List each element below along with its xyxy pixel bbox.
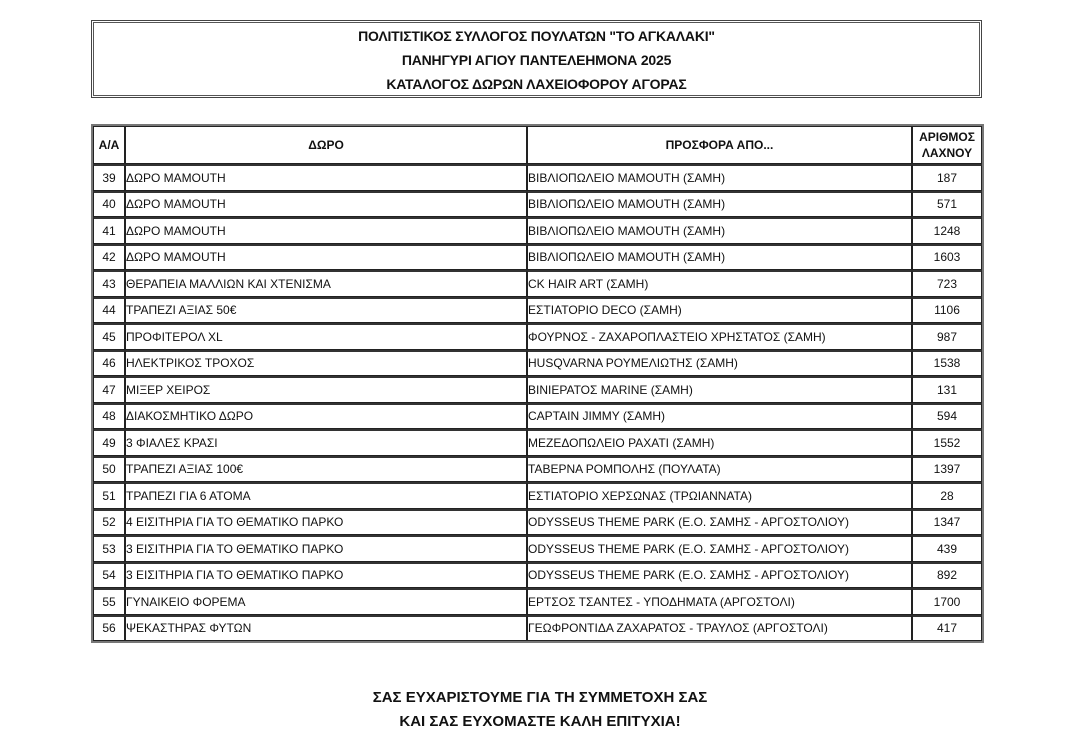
cell-gift: ΤΡΑΠΕΖΙ ΓΙΑ 6 ΑΤΟΜΑ xyxy=(125,482,527,509)
cell-gift: ΜΙΞΕΡ ΧΕΙΡΟΣ xyxy=(125,376,527,403)
cell-sponsor: ΒΙΒΛΙΟΠΩΛΕΙΟ ΜΑΜΟUTH (ΣΑΜΗ) xyxy=(527,191,912,218)
cell-sponsor: ΕΡΤΣΟΣ ΤΣΑΝΤΕΣ - ΥΠΟΔΗΜΑΤΑ (ΑΡΓΟΣΤΟΛΙ) xyxy=(527,588,912,615)
column-header-lot-line2: ΛΑΧΝΟΥ xyxy=(921,146,973,160)
cell-aa: 49 xyxy=(93,429,125,456)
column-header-sponsor: ΠΡΟΣΦΟΡΑ ΑΠΟ... xyxy=(527,126,912,164)
cell-aa: 45 xyxy=(93,323,125,350)
cell-aa: 42 xyxy=(93,244,125,271)
cell-sponsor: ODYSSEUS THEME PARK (Ε.Ο. ΣΑΜΗΣ - ΑΡΓΟΣΤΟΛΙΟΥ) xyxy=(527,535,912,562)
column-header-gift: ΔΩΡΟ xyxy=(125,126,527,164)
cell-lot-number: 892 xyxy=(912,562,982,589)
column-header-aa: Α/Α xyxy=(93,126,125,164)
table-row xyxy=(93,562,982,589)
cell-sponsor: ΒΙΝΙΕΡΑΤΟΣ MARINE (ΣΑΜΗ) xyxy=(527,376,912,403)
cell-gift: ΤΡΑΠΕΖΙ ΑΞΙΑΣ 100€ xyxy=(125,456,527,483)
cell-gift: ΨΕΚΑΣΤΗΡΑΣ ΦΥΤΩΝ xyxy=(125,615,527,642)
cell-lot-number: 1397 xyxy=(912,456,982,483)
table-row xyxy=(93,270,982,297)
table-row xyxy=(93,482,982,509)
cell-lot-number: 439 xyxy=(912,535,982,562)
footer-message xyxy=(0,686,1080,734)
cell-sponsor: CAPTAIN JIMMY (ΣΑΜΗ) xyxy=(527,403,912,430)
table-header-row xyxy=(93,126,982,164)
cell-aa: 41 xyxy=(93,217,125,244)
table-row xyxy=(93,164,982,191)
cell-lot-number: 571 xyxy=(912,191,982,218)
footer-wishes: ΚΑΙ ΣΑΣ ΕΥΧΟΜΑΣΤΕ ΚΑΛΗ ΕΠΙΤΥΧΙΑ! xyxy=(399,713,681,730)
association-name: ΠΟΛΙΤΙΣΤΙΚΟΣ ΣΥΛΛΟΓΟΣ ΠΟΥΛΑΤΩΝ "ΤΟ ΑΓΚΑΛΑΚΙ" xyxy=(358,28,715,44)
table-row xyxy=(93,191,982,218)
cell-aa: 47 xyxy=(93,376,125,403)
document-title-box xyxy=(91,20,982,98)
cell-sponsor: ODYSSEUS THEME PARK (Ε.Ο. ΣΑΜΗΣ - ΑΡΓΟΣΤΟΛΙΟΥ) xyxy=(527,562,912,589)
cell-aa: 50 xyxy=(93,456,125,483)
cell-lot-number: 1106 xyxy=(912,297,982,324)
table-row xyxy=(93,429,982,456)
cell-lot-number: 1700 xyxy=(912,588,982,615)
cell-gift: 4 ΕΙΣΙΤΗΡΙΑ ΓΙΑ ΤΟ ΘΕΜΑΤΙΚΟ ΠΑΡΚΟ xyxy=(125,509,527,536)
table-row xyxy=(93,456,982,483)
cell-aa: 46 xyxy=(93,350,125,377)
table-row xyxy=(93,350,982,377)
cell-aa: 43 xyxy=(93,270,125,297)
cell-gift: ΠΡΟΦΙΤΕΡΟΛ XL xyxy=(125,323,527,350)
cell-gift: ΗΛΕΚΤΡΙΚΟΣ ΤΡΟΧΟΣ xyxy=(125,350,527,377)
cell-sponsor: ΓΕΩΦΡΟΝΤΙΔΑ ΖΑΧΑΡΑΤΟΣ - ΤΡΑΥΛΟΣ (ΑΡΓΟΣΤΟΛΙ) xyxy=(527,615,912,642)
cell-sponsor: ΒΙΒΛΙΟΠΩΛΕΙΟ ΜΑΜΟUTH (ΣΑΜΗ) xyxy=(527,244,912,271)
cell-sponsor: ΕΣΤΙΑΤΟΡΙΟ ΧΕΡΣΩΝΑΣ (ΤΡΩΙΑΝΝΑΤΑ) xyxy=(527,482,912,509)
cell-sponsor: ΕΣΤΙΑΤΟΡΙΟ DECO (ΣΑΜΗ) xyxy=(527,297,912,324)
cell-aa: 53 xyxy=(93,535,125,562)
cell-lot-number: 1248 xyxy=(912,217,982,244)
cell-gift: 3 ΕΙΣΙΤΗΡΙΑ ΓΙΑ ΤΟ ΘΕΜΑΤΙΚΟ ΠΑΡΚΟ xyxy=(125,535,527,562)
cell-lot-number: 1347 xyxy=(912,509,982,536)
cell-sponsor: ΦΟΥΡΝΟΣ - ΖΑΧΑΡΟΠΛΑΣΤΕΙΟ ΧΡΗΣΤΑΤΟΣ (ΣΑΜΗ) xyxy=(527,323,912,350)
cell-aa: 56 xyxy=(93,615,125,642)
cell-sponsor: CK HAIR ART (ΣΑΜΗ) xyxy=(527,270,912,297)
cell-gift: ΔΙΑΚΟΣΜΗΤΙΚΟ ΔΩΡΟ xyxy=(125,403,527,430)
footer-thanks: ΣΑΣ ΕΥΧΑΡΙΣΤΟΥΜΕ ΓΙΑ ΤΗ ΣΥΜΜΕΤΟΧΗ ΣΑΣ xyxy=(372,689,708,706)
cell-lot-number: 131 xyxy=(912,376,982,403)
table-row xyxy=(93,403,982,430)
cell-gift: ΔΩΡΟ ΜΑΜΟUTH xyxy=(125,244,527,271)
cell-aa: 44 xyxy=(93,297,125,324)
event-name: ΠΑΝΗΓΥΡΙ ΑΓΙΟΥ ΠΑΝΤΕΛΕΗΜΟΝΑ 2025 xyxy=(401,52,672,68)
cell-gift: 3 ΦΙΑΛΕΣ ΚΡΑΣΙ xyxy=(125,429,527,456)
cell-lot-number: 1603 xyxy=(912,244,982,271)
cell-lot-number: 987 xyxy=(912,323,982,350)
cell-sponsor: ΒΙΒΛΙΟΠΩΛΕΙΟ ΜΑΜΟUTH (ΣΑΜΗ) xyxy=(527,217,912,244)
cell-lot-number: 187 xyxy=(912,164,982,191)
cell-gift: ΔΩΡΟ ΜΑΜΟUTH xyxy=(125,217,527,244)
table-row xyxy=(93,615,982,642)
cell-sponsor: ΒΙΒΛΙΟΠΩΛΕΙΟ ΜΑΜΟUTH (ΣΑΜΗ) xyxy=(527,164,912,191)
column-header-lot-line1: ΑΡΙΘΜΟΣ xyxy=(919,130,975,144)
table-row xyxy=(93,217,982,244)
cell-lot-number: 723 xyxy=(912,270,982,297)
cell-gift: ΘΕΡΑΠΕΙΑ ΜΑΛΛΙΩΝ ΚΑΙ ΧΤΕΝΙΣΜΑ xyxy=(125,270,527,297)
catalog-title: ΚΑΤΑΛΟΓΟΣ ΔΩΡΩΝ ΛΑΧΕΙΟΦΟΡΟΥ ΑΓΟΡΑΣ xyxy=(386,76,687,92)
cell-lot-number: 594 xyxy=(912,403,982,430)
table-row xyxy=(93,535,982,562)
cell-sponsor: ΤΑΒΕΡΝΑ ΡΟΜΠΟΛΗΣ (ΠΟΥΛΑΤΑ) xyxy=(527,456,912,483)
table-row xyxy=(93,376,982,403)
cell-aa: 39 xyxy=(93,164,125,191)
cell-gift: ΤΡΑΠΕΖΙ ΑΞΙΑΣ 50€ xyxy=(125,297,527,324)
cell-sponsor: HUSQVARNA ΡΟΥΜΕΛΙΩΤΗΣ (ΣΑΜΗ) xyxy=(527,350,912,377)
table-row xyxy=(93,323,982,350)
cell-gift: ΔΩΡΟ ΜΑΜΟUTH xyxy=(125,191,527,218)
cell-aa: 40 xyxy=(93,191,125,218)
cell-gift: 3 ΕΙΣΙΤΗΡΙΑ ΓΙΑ ΤΟ ΘΕΜΑΤΙΚΟ ΠΑΡΚΟ xyxy=(125,562,527,589)
table-row xyxy=(93,297,982,324)
table-row xyxy=(93,244,982,271)
cell-aa: 48 xyxy=(93,403,125,430)
cell-lot-number: 1538 xyxy=(912,350,982,377)
cell-aa: 51 xyxy=(93,482,125,509)
cell-aa: 55 xyxy=(93,588,125,615)
cell-sponsor: ΜΕΖΕΔΟΠΩΛΕΙΟ ΡΑΧΑΤΙ (ΣΑΜΗ) xyxy=(527,429,912,456)
cell-aa: 54 xyxy=(93,562,125,589)
cell-aa: 52 xyxy=(93,509,125,536)
cell-sponsor: ODYSSEUS THEME PARK (Ε.Ο. ΣΑΜΗΣ - ΑΡΓΟΣΤΟΛΙΟΥ) xyxy=(527,509,912,536)
cell-gift: ΓΥΝΑΙΚΕΙΟ ΦΟΡΕΜΑ xyxy=(125,588,527,615)
column-header-lot-number xyxy=(912,126,982,164)
cell-lot-number: 417 xyxy=(912,615,982,642)
table-row xyxy=(93,588,982,615)
cell-lot-number: 1552 xyxy=(912,429,982,456)
table-row xyxy=(93,509,982,536)
cell-lot-number: 28 xyxy=(912,482,982,509)
prize-table xyxy=(91,124,984,643)
cell-gift: ΔΩΡΟ ΜΑΜΟUTH xyxy=(125,164,527,191)
